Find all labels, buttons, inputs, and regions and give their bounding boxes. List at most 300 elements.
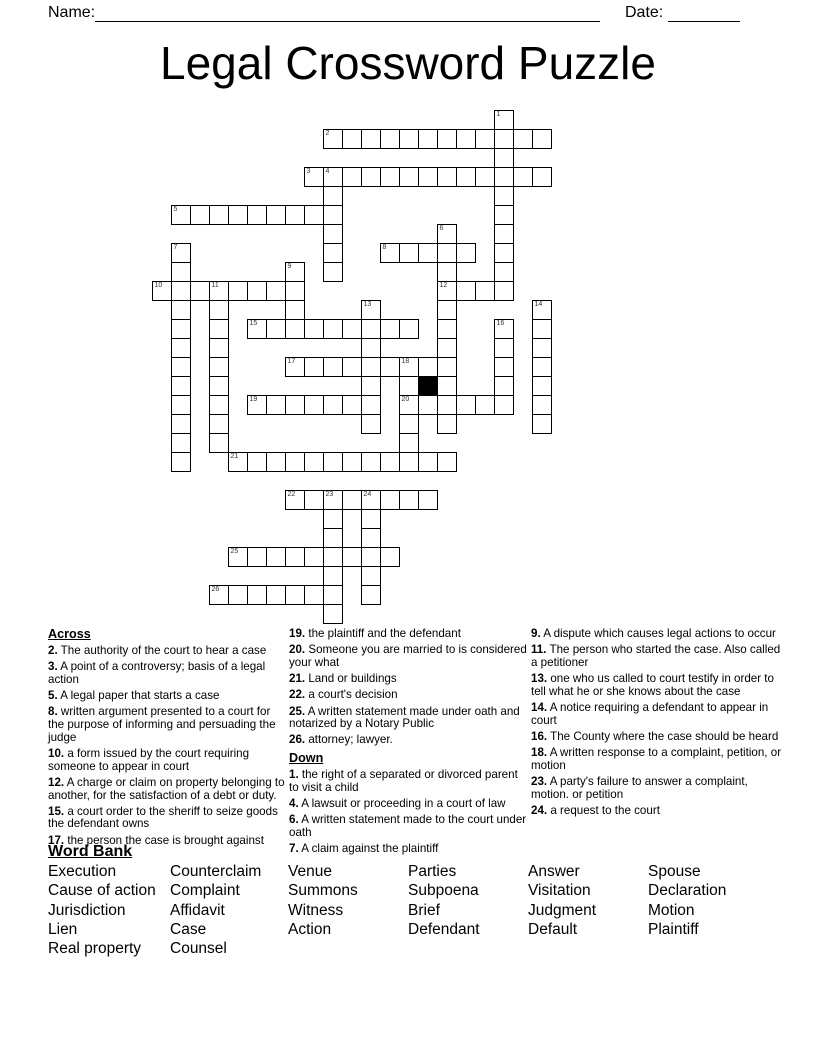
word-bank-column xyxy=(408,862,480,939)
date-blank-line xyxy=(668,3,740,22)
grid-cell xyxy=(323,547,343,567)
clue-item-number: 21. xyxy=(289,672,306,686)
grid-cell xyxy=(209,300,229,320)
grid-cell xyxy=(418,490,438,510)
grid-cell xyxy=(399,395,419,415)
grid-cell xyxy=(494,205,514,225)
grid-cell xyxy=(418,452,438,472)
clue-item-number: 5. xyxy=(48,689,58,703)
grid-cell xyxy=(418,357,438,377)
grid-cell xyxy=(285,357,305,377)
grid-cell xyxy=(494,357,514,377)
grid-cell xyxy=(171,300,191,320)
grid-cell xyxy=(304,490,324,510)
grid-cell xyxy=(494,395,514,415)
grid-cell-number: 4 xyxy=(325,168,330,175)
grid-cell xyxy=(380,129,400,149)
grid-cell xyxy=(247,281,267,301)
grid-cell xyxy=(437,357,457,377)
grid-cell xyxy=(494,262,514,282)
grid-cell xyxy=(209,395,229,415)
grid-cell xyxy=(266,281,286,301)
grid-cell xyxy=(247,319,267,339)
word-bank-column xyxy=(48,862,156,958)
clue-item-number: 23. xyxy=(531,775,548,789)
grid-cell-number: 22 xyxy=(287,491,296,498)
grid-cell xyxy=(399,376,419,396)
clue-item-number: 2. xyxy=(48,644,58,657)
word-bank-item: Summons xyxy=(288,882,358,900)
word-bank-column xyxy=(288,862,358,939)
grid-cell xyxy=(171,357,191,377)
grid-cell xyxy=(399,243,419,263)
word-bank-item: Lien xyxy=(48,920,78,938)
grid-cell-number: 1 xyxy=(496,111,501,118)
grid-cell xyxy=(285,281,305,301)
grid-cell xyxy=(399,357,419,377)
clue-item: 9. A dispute which causes legal actions to occur xyxy=(531,627,776,640)
grid-cell-number: 5 xyxy=(173,206,178,213)
grid-cell xyxy=(323,509,343,529)
grid-cell xyxy=(437,224,457,244)
word-bank-item: Plaintiff xyxy=(648,920,699,938)
grid-cell-number: 13 xyxy=(363,301,372,308)
grid-cell xyxy=(494,167,514,187)
grid-cell xyxy=(418,129,438,149)
grid-cell-number: 11 xyxy=(211,282,219,289)
clue-item-number: 4. xyxy=(289,797,299,811)
grid-cell xyxy=(361,357,381,377)
word-bank-item: Motion xyxy=(648,901,695,919)
grid-cell xyxy=(361,585,381,605)
page-title: Legal Crossword Puzzle xyxy=(159,37,656,89)
grid-cell xyxy=(380,547,400,567)
grid-cell-number: 15 xyxy=(249,320,258,327)
clue-item-number: 1. xyxy=(289,768,299,782)
grid-cell xyxy=(513,167,533,187)
grid-cell xyxy=(209,433,229,453)
grid-cell xyxy=(418,243,438,263)
clue-item-number: 6. xyxy=(289,813,299,827)
clue-item: 2. The authority of the court to hear a case xyxy=(48,644,267,657)
grid-cell xyxy=(361,395,381,415)
grid-cell xyxy=(228,585,248,605)
grid-cell xyxy=(190,205,210,225)
grid-cell-number: 10 xyxy=(154,282,163,289)
word-bank-item: Declaration xyxy=(648,882,727,900)
grid-cell xyxy=(285,395,305,415)
grid-cell xyxy=(323,395,343,415)
grid-cell xyxy=(399,167,419,187)
grid-cell xyxy=(304,585,324,605)
grid-cell xyxy=(380,452,400,472)
name-blank-line xyxy=(95,3,600,22)
clue-item-number: 19. xyxy=(289,627,306,640)
grid-black-cell xyxy=(418,376,438,396)
clue-item: 7. A claim against the plaintiff xyxy=(289,842,439,856)
clue-section-header: Across xyxy=(48,627,91,641)
grid-cell xyxy=(361,319,381,339)
clue-item: 22. a court's decision xyxy=(289,688,398,702)
grid-cell xyxy=(304,395,324,415)
grid-cell xyxy=(323,566,343,586)
grid-cell xyxy=(475,167,495,187)
grid-cell xyxy=(437,376,457,396)
clue-item: 21. Land or buildings xyxy=(289,672,397,686)
clue-item: 25. A written statement made under oath and notarized by a Notary Public xyxy=(289,704,520,731)
grid-cell xyxy=(532,129,552,149)
clue-item-number: 17. xyxy=(48,833,65,847)
grid-cell xyxy=(532,319,552,339)
grid-cell xyxy=(456,395,476,415)
grid-cell xyxy=(266,395,286,415)
grid-cell xyxy=(171,395,191,415)
grid-cell xyxy=(475,129,495,149)
word-bank-item: Parties xyxy=(408,863,457,880)
clue-item: 18. A written response to a complaint, petition, or motion xyxy=(531,746,782,772)
grid-cell xyxy=(361,509,381,529)
grid-cell xyxy=(399,452,419,472)
grid-cell xyxy=(532,376,552,396)
grid-cell xyxy=(228,452,248,472)
grid-cell xyxy=(342,129,362,149)
grid-cell xyxy=(532,357,552,377)
word-bank-column xyxy=(648,862,726,939)
word-bank-item: Brief xyxy=(408,901,440,919)
word-bank-item: Defendant xyxy=(408,920,480,938)
grid-cell xyxy=(380,319,400,339)
grid-cell xyxy=(323,224,343,244)
grid-cell xyxy=(285,205,305,225)
clue-item-number: 3. xyxy=(48,660,58,674)
grid-cell xyxy=(399,490,419,510)
clue-item-number: 7. xyxy=(289,842,299,856)
crossword-grid xyxy=(152,110,552,624)
word-bank-item: Counsel xyxy=(170,940,227,958)
grid-cell xyxy=(247,395,267,415)
grid-cell-number: 2 xyxy=(325,130,330,137)
grid-cell xyxy=(209,357,229,377)
grid-cell xyxy=(304,167,324,187)
grid-cell xyxy=(361,376,381,396)
word-bank-item: Judgment xyxy=(528,901,597,919)
clue-item-number: 9. xyxy=(531,627,541,640)
grid-cell xyxy=(247,205,267,225)
grid-cell xyxy=(323,357,343,377)
grid-cell xyxy=(247,452,267,472)
grid-cell xyxy=(171,433,191,453)
grid-cell xyxy=(361,547,381,567)
clue-item-number: 11. xyxy=(531,643,547,657)
grid-cell xyxy=(304,319,324,339)
grid-cell xyxy=(399,319,419,339)
clue-item-number: 22. xyxy=(289,688,306,702)
grid-cell xyxy=(494,129,514,149)
grid-cell xyxy=(342,547,362,567)
grid-cell xyxy=(399,414,419,434)
word-bank-item: Default xyxy=(528,920,578,938)
clue-item: 23. A party's failure to answer a complaint, motion. or petition xyxy=(531,775,748,801)
grid-cell xyxy=(152,281,172,301)
grid-cell xyxy=(437,395,457,415)
grid-cell xyxy=(209,205,229,225)
grid-cell xyxy=(475,395,495,415)
grid-cell xyxy=(304,205,324,225)
word-bank-item: Jurisdiction xyxy=(48,901,126,919)
grid-cell xyxy=(437,452,457,472)
grid-cell xyxy=(304,357,324,377)
grid-cell xyxy=(456,129,476,149)
grid-cell xyxy=(209,585,229,605)
grid-cell xyxy=(494,281,514,301)
date-label: Date: xyxy=(625,4,664,21)
grid-cell xyxy=(323,319,343,339)
grid-cell xyxy=(209,319,229,339)
grid-cell xyxy=(494,338,514,358)
word-bank-item: Witness xyxy=(288,901,344,919)
grid-cell xyxy=(361,566,381,586)
clue-item-number: 12. xyxy=(48,775,65,789)
clue-item: 26. attorney; lawyer. xyxy=(289,733,393,747)
clue-item-number: 24. xyxy=(531,803,548,817)
grid-cell xyxy=(361,300,381,320)
grid-cell xyxy=(437,281,457,301)
grid-cell-number: 25 xyxy=(230,548,239,555)
grid-cell-number: 23 xyxy=(325,491,334,498)
grid-cell xyxy=(380,490,400,510)
grid-cell xyxy=(361,452,381,472)
grid-cell xyxy=(190,281,210,301)
grid-cell xyxy=(304,547,324,567)
grid-cell xyxy=(323,585,343,605)
clue-item: 19. the plaintiff and the defendant xyxy=(289,627,461,640)
word-bank-item: Real property xyxy=(48,940,142,958)
grid-cell xyxy=(247,547,267,567)
grid-cell xyxy=(209,338,229,358)
grid-cell xyxy=(171,281,191,301)
grid-cell xyxy=(532,395,552,415)
grid-cell xyxy=(304,452,324,472)
word-bank-item: Counterclaim xyxy=(170,863,262,880)
grid-cell xyxy=(342,319,362,339)
clue-item-number: 20. xyxy=(289,643,306,657)
grid-cell-number: 7 xyxy=(173,244,178,251)
grid-cell xyxy=(323,243,343,263)
grid-cell-number: 9 xyxy=(287,263,292,270)
grid-cell xyxy=(323,262,343,282)
word-bank-item: Venue xyxy=(288,863,332,880)
clue-item: 1. the right of a separated or divorced parent to visit a child xyxy=(289,768,518,794)
name-label: Name: xyxy=(48,4,96,21)
grid-cell xyxy=(285,585,305,605)
grid-cell xyxy=(437,262,457,282)
clue-item: 4. A lawsuit or proceeding in a court of law xyxy=(289,797,506,811)
grid-cell xyxy=(285,490,305,510)
grid-cell xyxy=(228,281,248,301)
clue-item-number: 18. xyxy=(531,746,548,760)
word-bank-item: Action xyxy=(288,920,332,938)
grid-cell-number: 8 xyxy=(382,244,387,251)
grid-cell xyxy=(532,167,552,187)
clue-item-number: 10. xyxy=(48,746,65,760)
grid-cell xyxy=(361,528,381,548)
grid-cell xyxy=(171,243,191,263)
clue-column xyxy=(48,628,286,851)
grid-cell-number: 14 xyxy=(534,301,543,308)
grid-cell xyxy=(247,585,267,605)
clue-item: 5. A legal paper that starts a case xyxy=(48,689,220,703)
grid-cell xyxy=(513,129,533,149)
grid-cell xyxy=(342,395,362,415)
grid-cell xyxy=(494,376,514,396)
grid-cell xyxy=(285,319,305,339)
word-bank-column xyxy=(170,862,261,958)
clue-item-number: 25. xyxy=(289,704,306,718)
clue-item: 6. A written statement made to the court under oath xyxy=(289,813,527,839)
grid-cell-number: 18 xyxy=(401,358,410,365)
grid-cell xyxy=(171,205,191,225)
word-bank-item: Spouse xyxy=(648,863,701,880)
clue-section-header: Down xyxy=(289,751,324,766)
grid-cell xyxy=(456,243,476,263)
grid-cell xyxy=(323,167,343,187)
clue-item: 12. A charge or claim on property belonging to another, for the satisfaction of a debt or duty. xyxy=(48,775,285,802)
clue-item: 15. a court order to the sheriff to seize goods the defendant owns xyxy=(48,804,278,831)
grid-cell-number: 26 xyxy=(211,586,220,593)
grid-cell xyxy=(437,243,457,263)
grid-cell xyxy=(209,376,229,396)
clue-item: 11. The person who started the case. Also called a petitioner xyxy=(531,643,781,669)
grid-cell xyxy=(494,243,514,263)
grid-cell-number: 21 xyxy=(230,453,239,460)
grid-cell xyxy=(380,167,400,187)
grid-cell xyxy=(171,338,191,358)
grid-cell xyxy=(209,281,229,301)
grid-cell-number: 3 xyxy=(306,168,311,175)
grid-cell xyxy=(285,300,305,320)
clue-item: 17. the person the case is brought against xyxy=(48,833,264,847)
clue-item-number: 26. xyxy=(289,733,306,747)
word-bank-header: Word Bank xyxy=(48,843,133,860)
grid-cell xyxy=(266,547,286,567)
grid-cell-number: 24 xyxy=(363,491,372,498)
clue-item-number: 14. xyxy=(531,701,548,715)
grid-cell xyxy=(171,262,191,282)
grid-cell xyxy=(437,414,457,434)
clue-item: 8. written argument presented to a court for the purpose of informing and persuading the judge xyxy=(48,705,276,744)
grid-cell xyxy=(266,585,286,605)
grid-cell xyxy=(532,414,552,434)
grid-cell-number: 20 xyxy=(401,396,410,403)
clue-item: 13. one who us called to court testify in order to tell what he or she knows about the case xyxy=(531,672,774,698)
grid-cell xyxy=(456,281,476,301)
word-bank-item: Affidavit xyxy=(170,901,225,919)
clue-item-number: 16. xyxy=(531,729,548,743)
grid-cell xyxy=(361,414,381,434)
grid-cell xyxy=(323,205,343,225)
clue-item-number: 15. xyxy=(48,804,65,818)
grid-cell xyxy=(361,129,381,149)
grid-cell xyxy=(380,357,400,377)
grid-cell xyxy=(323,129,343,149)
grid-cell xyxy=(494,224,514,244)
grid-cell xyxy=(228,547,248,567)
grid-cell xyxy=(171,376,191,396)
grid-cell xyxy=(342,490,362,510)
word-bank-item: Subpoena xyxy=(408,882,479,900)
grid-cell xyxy=(494,186,514,206)
word-bank-item: Answer xyxy=(528,863,580,880)
clue-item: 3. A point of a controversy; basis of a legal action xyxy=(48,660,266,686)
grid-cell xyxy=(171,452,191,472)
grid-cell xyxy=(494,319,514,339)
word-bank-column xyxy=(528,862,596,939)
grid-cell xyxy=(228,205,248,225)
grid-cell xyxy=(361,338,381,358)
grid-cell xyxy=(285,262,305,282)
grid-cell xyxy=(323,452,343,472)
grid-cell xyxy=(285,547,305,567)
word-bank-item: Case xyxy=(170,920,207,938)
grid-cell xyxy=(209,414,229,434)
grid-cell xyxy=(532,300,552,320)
grid-cell xyxy=(494,148,514,168)
grid-cell xyxy=(437,300,457,320)
grid-cell xyxy=(437,167,457,187)
clue-column xyxy=(289,628,529,859)
grid-cell xyxy=(342,452,362,472)
grid-cell-number: 6 xyxy=(439,225,444,232)
grid-cell xyxy=(285,452,305,472)
grid-cell xyxy=(380,243,400,263)
grid-cell xyxy=(456,167,476,187)
clue-item: 24. a request to the court xyxy=(531,803,660,817)
grid-cell-number: 16 xyxy=(496,320,505,327)
word-bank-item: Visitation xyxy=(528,882,591,900)
clue-item: 10. a form issued by the court requiring someone to appear in court xyxy=(48,746,250,773)
grid-cell xyxy=(323,186,343,206)
clue-item-number: 13. xyxy=(531,672,548,686)
word-bank-item: Cause of action xyxy=(48,882,156,900)
grid-cell-number: 12 xyxy=(439,282,448,289)
word-bank-item: Complaint xyxy=(170,882,240,900)
clue-item-number: 8. xyxy=(48,705,58,719)
word-bank-item: Execution xyxy=(48,863,117,880)
grid-cell xyxy=(323,490,343,510)
grid-cell xyxy=(437,129,457,149)
grid-cell xyxy=(437,319,457,339)
grid-cell xyxy=(399,433,419,453)
grid-cell xyxy=(475,281,495,301)
grid-cell xyxy=(342,167,362,187)
clue-item: 16. The County where the case should be heard xyxy=(531,729,779,743)
grid-cell xyxy=(266,205,286,225)
grid-cell-number: 19 xyxy=(249,396,258,403)
grid-cell xyxy=(418,395,438,415)
grid-cell xyxy=(494,110,514,130)
grid-cell xyxy=(399,129,419,149)
grid-cell xyxy=(342,357,362,377)
grid-cell xyxy=(418,167,438,187)
grid-cell xyxy=(361,167,381,187)
grid-cell xyxy=(323,604,343,624)
grid-cell xyxy=(266,319,286,339)
grid-cell xyxy=(266,452,286,472)
grid-cell xyxy=(361,490,381,510)
grid-cell xyxy=(532,338,552,358)
grid-cell xyxy=(323,528,343,548)
grid-cell xyxy=(437,338,457,358)
